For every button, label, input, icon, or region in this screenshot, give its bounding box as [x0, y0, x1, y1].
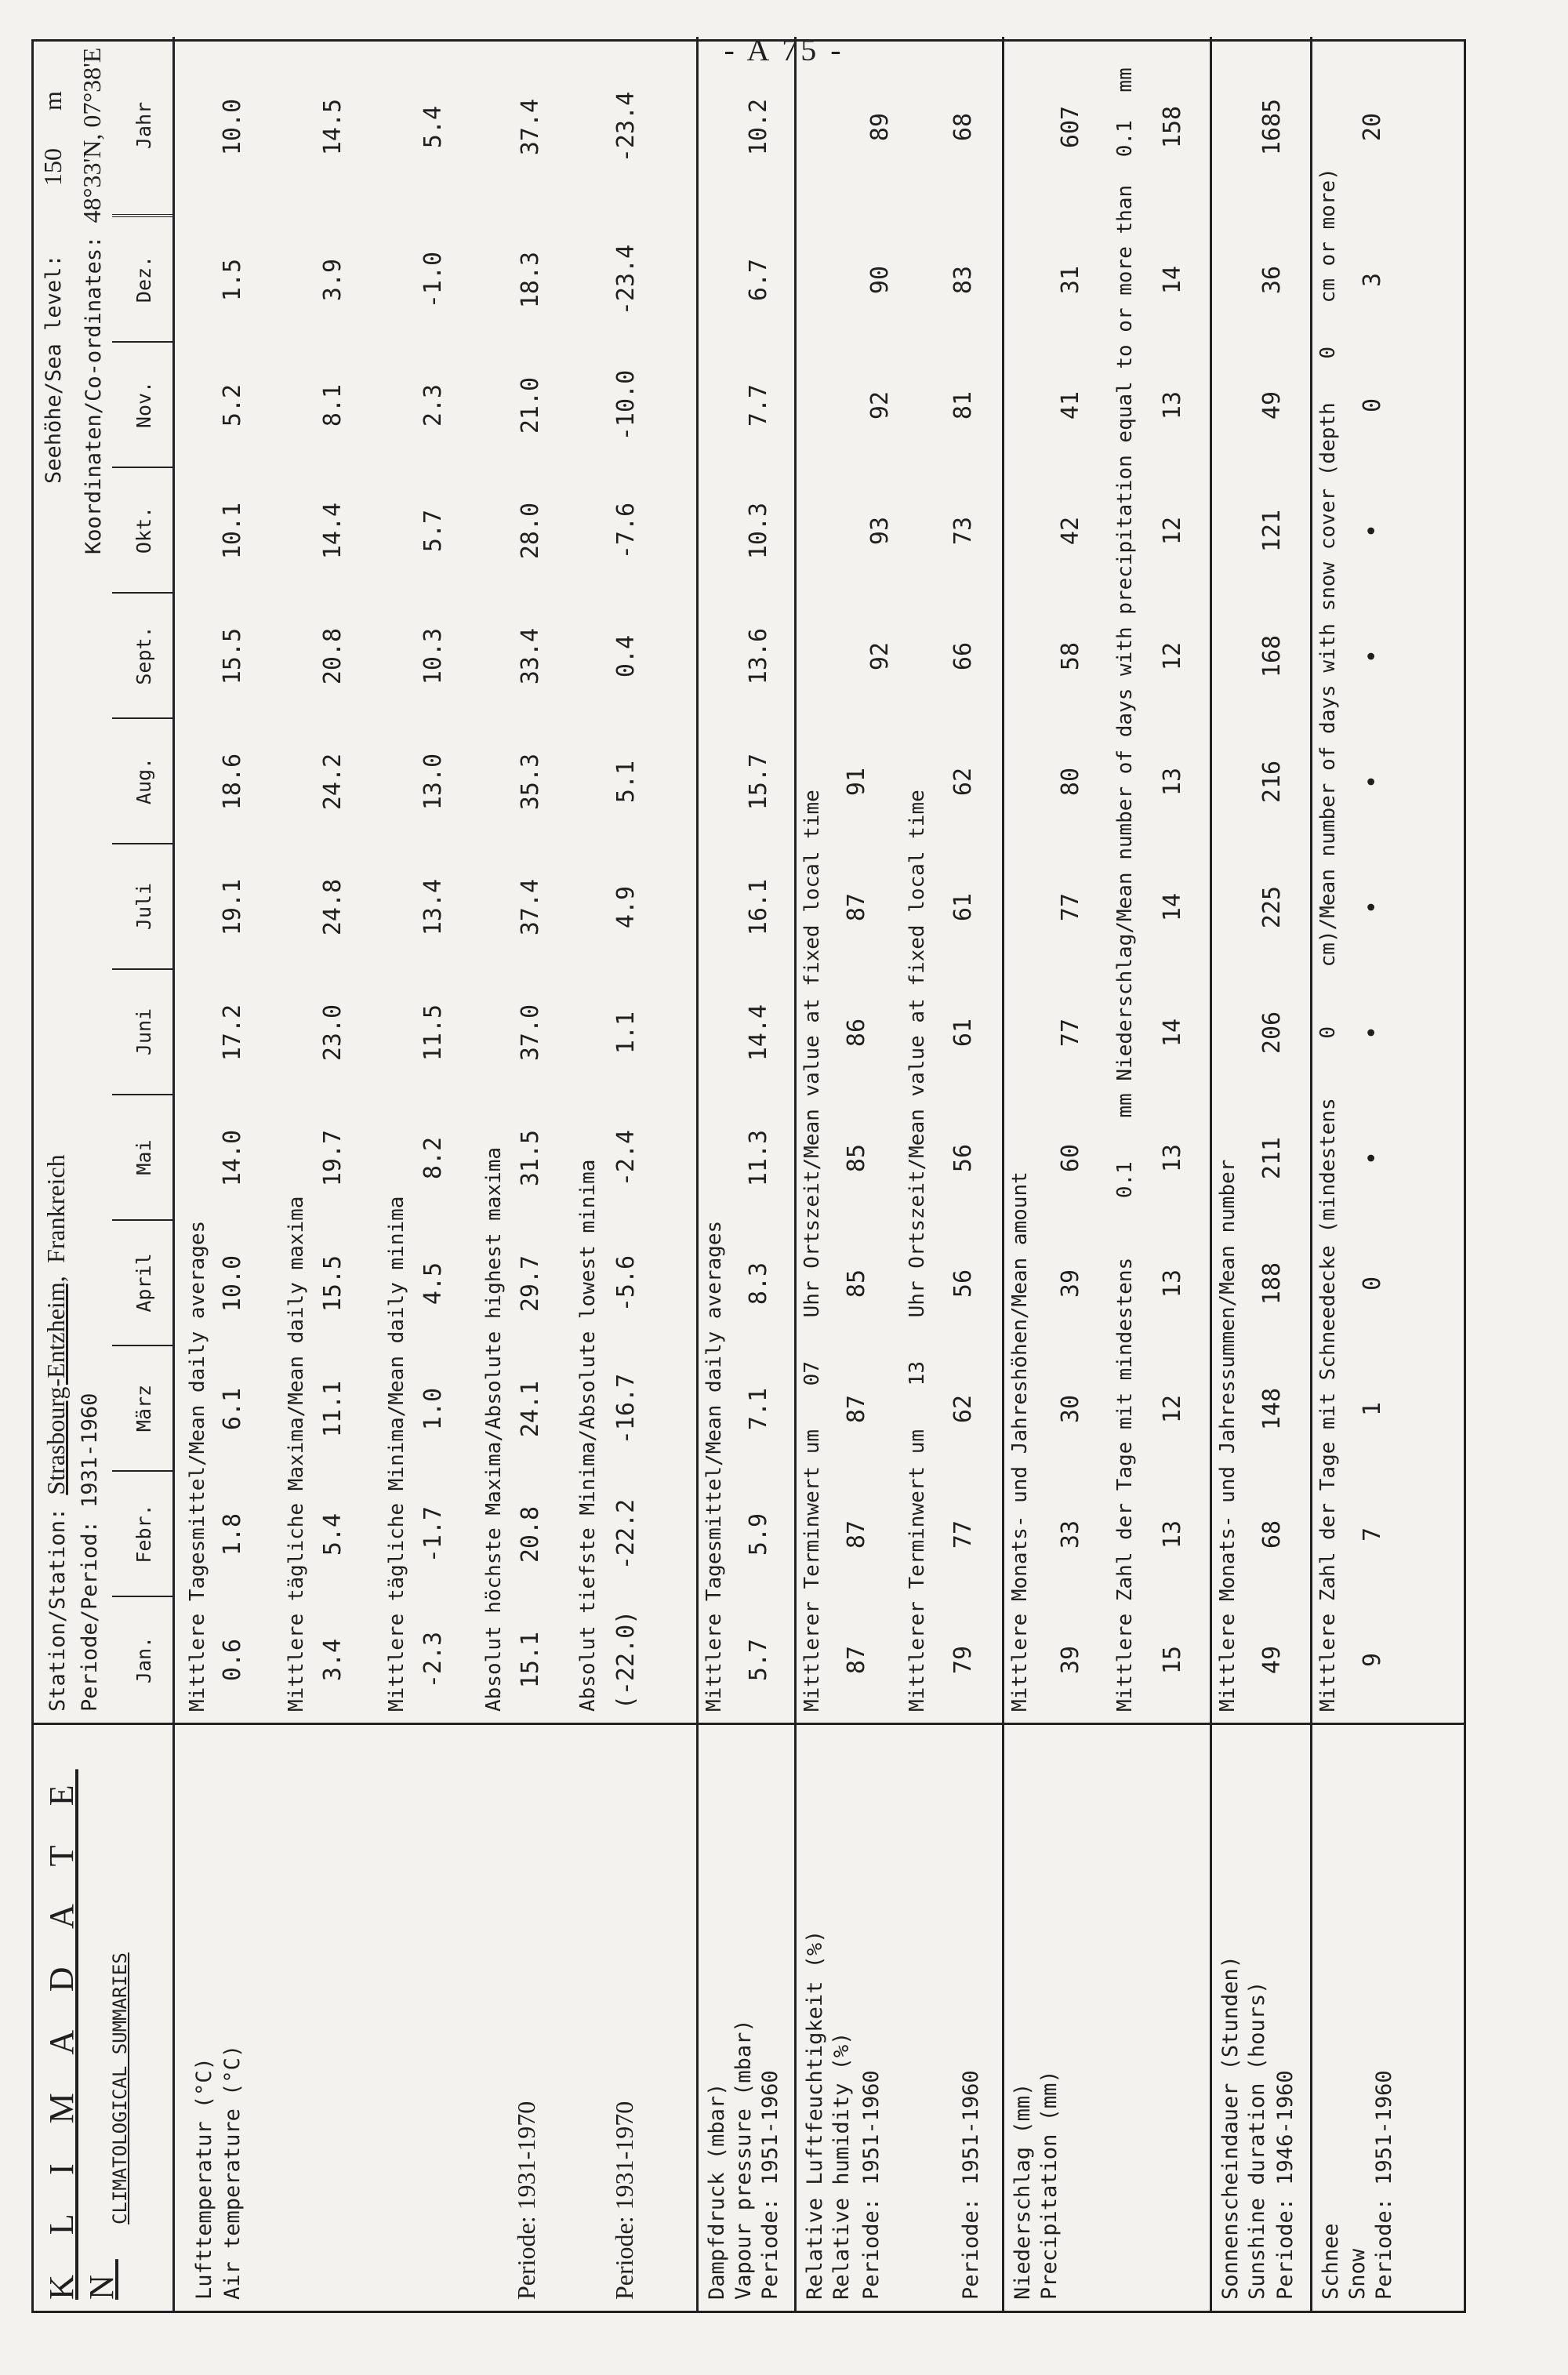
humidity-label-en: Relative humidity (%): [829, 2032, 854, 2300]
precip-label-de: Niederschlag (mm): [1011, 2083, 1035, 2300]
precip-days-cell: 14: [1159, 1018, 1186, 1048]
temp-row-title: Absolut tiefste Minima/Absolute lowest minima: [576, 1159, 600, 1712]
humidity-cell: 62: [949, 1394, 977, 1424]
humidity-row1-title: [800, 790, 824, 1712]
temp-cell: 13.4: [419, 878, 447, 936]
temp-cell: 6.1: [219, 1387, 246, 1431]
temp-cell: 20.8: [319, 627, 347, 685]
snow-cell: 7: [1359, 1527, 1386, 1542]
snow-cell: •: [1359, 1150, 1386, 1166]
temp-cell: 3.9: [319, 258, 347, 302]
vapour-cell: 11.3: [745, 1129, 772, 1187]
precip-days-cell: 14: [1159, 892, 1186, 922]
sun-cell: 206: [1258, 1011, 1286, 1055]
temp-cell: 2.3: [419, 383, 447, 427]
temp-cell: 5.7: [419, 509, 447, 553]
temp-cell: -7.6: [612, 502, 640, 560]
temp-cell: 18.3: [517, 251, 544, 309]
snow-title-zero-2: 0: [1316, 346, 1340, 359]
temp-cell-year: 10.0: [219, 98, 246, 156]
temp-cell: 10.0: [219, 1255, 246, 1313]
humidity-row1-title-b: Uhr Ortszeit/Mean value at fixed local time: [800, 790, 824, 1318]
humidity-row2-hour: 13: [906, 1361, 929, 1386]
snow-cell: 0: [1359, 398, 1386, 413]
temp-cell: -2.3: [419, 1631, 447, 1689]
humidity-row1-title-a: Mittlerer Terminwert um: [800, 1429, 824, 1712]
snow-cell: •: [1359, 523, 1386, 539]
precip-section: [1002, 37, 1210, 1723]
snow-cell: 1: [1359, 1401, 1386, 1417]
precip-days-cell: 12: [1159, 1394, 1186, 1424]
sun-cell: 225: [1258, 885, 1286, 929]
humidity-cell: 61: [949, 1018, 977, 1048]
vapour-cell: 15.7: [745, 753, 772, 811]
humidity-cell: 66: [949, 641, 977, 671]
sun-label-block: [1210, 1725, 1310, 2311]
temp-cell: 5.1: [612, 760, 640, 804]
sun-label-de: Sonnenscheindauer (Stunden): [1218, 1956, 1243, 2300]
snow-cell-year: 20: [1359, 112, 1386, 142]
vapour-cell: 6.7: [745, 258, 772, 302]
sun-cell: 68: [1258, 1520, 1286, 1549]
vapour-cell-year: 10.2: [745, 98, 772, 156]
data-column: [34, 37, 1464, 1723]
humidity-cell: 56: [949, 1143, 977, 1173]
vapour-cell: 7.1: [745, 1387, 772, 1431]
temp-cell: 4.9: [612, 885, 640, 929]
label-column-header: [34, 1725, 175, 2311]
vapour-cell: 5.9: [745, 1513, 772, 1556]
precip-row2-unit-2: mm: [1113, 67, 1137, 93]
temp-cell: 37.0: [517, 1004, 544, 1062]
temp-cell: -22.2: [612, 1498, 640, 1571]
temp-cell: 19.7: [319, 1129, 347, 1187]
humidity-cell: 85: [843, 1269, 870, 1298]
snow-title-zero: 0: [1316, 1026, 1340, 1039]
sun-cell: 211: [1258, 1136, 1286, 1180]
precip-cell: 39: [1057, 1269, 1084, 1298]
snow-label-de: Schnee: [1319, 2223, 1343, 2300]
label-column: [34, 1723, 1464, 2311]
month-header-row: [112, 37, 175, 1723]
sun-cell: 36: [1258, 265, 1286, 295]
month-header-dec: Dez.: [112, 217, 175, 343]
temp-cell: 35.3: [517, 753, 544, 811]
month-header-may: Mai: [112, 1095, 175, 1221]
temp-cell: 19.1: [219, 878, 246, 936]
snow-cell: 0: [1359, 1276, 1386, 1291]
sun-cell: 148: [1258, 1387, 1286, 1431]
humidity-cell: 87: [843, 892, 870, 922]
temp-cell: 8.2: [419, 1136, 447, 1180]
temp-cell-year: 37.4: [517, 98, 544, 156]
precip-cell-year: 607: [1057, 105, 1084, 149]
vapour-cell: 13.6: [745, 627, 772, 685]
temp-cell: 11.5: [419, 1004, 447, 1062]
sun-cell: 188: [1258, 1262, 1286, 1306]
temp-cell: 4.5: [419, 1262, 447, 1306]
sun-cell-year: 1685: [1258, 98, 1286, 156]
temp-period-2: Periode: 1931-1970: [610, 2101, 638, 2300]
vapour-label-en: Vapour pressure (mbar): [731, 2019, 756, 2300]
period-line: [78, 1393, 102, 1712]
sun-cell: 168: [1258, 634, 1286, 678]
precip-days-cell: 14: [1159, 265, 1186, 295]
station-line: [42, 1154, 71, 1712]
humidity-row2-title-a: Mittlerer Terminwert um: [906, 1429, 929, 1712]
period-value: 1931-1960: [78, 1393, 102, 1508]
temp-row-title: Mittlere tägliche Minima/Mean daily minima: [385, 1196, 408, 1712]
station-label: Station/Station:: [45, 1507, 70, 1712]
humidity-cell: 79: [949, 1645, 977, 1675]
humidity-label-block: [794, 1725, 1002, 2311]
sea-level-value-line: [38, 91, 67, 186]
month-header-jul: Juli: [112, 844, 175, 970]
temp-cell: (-22.0): [612, 1610, 640, 1710]
temp-row-title: Mittlere Tagesmittel/Mean daily averages: [186, 1220, 209, 1712]
precip-days-cell-year: 158: [1159, 105, 1186, 149]
snow-cell: •: [1359, 648, 1386, 664]
snow-label-en: Snow: [1345, 2248, 1370, 2300]
temp-cell: 14.0: [219, 1129, 246, 1187]
temp-cell: -1.7: [419, 1505, 447, 1563]
sun-cell: 216: [1258, 760, 1286, 804]
temp-row-title: Mittlere tägliche Maxima/Mean daily maxima: [285, 1196, 308, 1712]
temp-label-de: Lufttemperatur (°C): [192, 2057, 216, 2300]
snow-label-block: [1310, 1725, 1465, 2311]
precip-row2-title-a: Mittlere Zahl der Tage mit mindestens: [1113, 1257, 1137, 1712]
vapour-row-title: Mittlere Tagesmittel/Mean daily averages: [702, 1220, 726, 1712]
humidity-cell: 87: [843, 1394, 870, 1424]
month-header-oct: Okt.: [112, 468, 175, 594]
vapour-cell: 7.7: [745, 383, 772, 427]
temp-row-title: Absolut höchste Maxima/Absolute highest maxima: [482, 1146, 506, 1712]
snow-period: Periode: 1951-1960: [1372, 2070, 1396, 2300]
month-header-apr: April: [112, 1221, 175, 1346]
precip-row2-title-b: Niederschlag/Mean number of days with precipitation equal to or more than: [1113, 184, 1137, 1081]
temp-cell: 1.5: [219, 258, 246, 302]
temp-label-en: Air temperature (°C): [220, 2044, 245, 2300]
temp-cell: 29.7: [517, 1255, 544, 1313]
month-header-sep: Sept.: [112, 594, 175, 719]
humidity-period-1: Periode: 1951-1960: [859, 2070, 884, 2300]
temp-cell: 1.0: [419, 1387, 447, 1431]
temp-cell: -16.7: [612, 1373, 640, 1445]
precip-cell: 39: [1057, 1645, 1084, 1675]
month-header-aug: Aug.: [112, 719, 175, 844]
temp-cell: 23.0: [319, 1004, 347, 1062]
humidity-cell: 87: [843, 1645, 870, 1675]
month-header-jun: Juni: [112, 970, 175, 1095]
humidity-cell: 92: [866, 390, 894, 420]
sun-section: [1210, 37, 1310, 1723]
humidity-row2-title-b: Uhr Ortszeit/Mean value at fixed local time: [906, 790, 929, 1318]
sea-level-label: Seehöhe/Sea level:: [42, 254, 66, 484]
temp-period-1: Periode: 1931-1970: [512, 2101, 540, 2300]
temp-cell: 3.4: [319, 1638, 347, 1682]
humidity-cell: 90: [866, 265, 894, 295]
precip-days-cell: 13: [1159, 1520, 1186, 1549]
humidity-row2-title: [906, 790, 929, 1712]
temp-cell: 37.4: [517, 878, 544, 936]
station-header: [34, 37, 175, 1723]
sun-period: Periode: 1946-1960: [1273, 2070, 1298, 2300]
temp-cell: 15.5: [319, 1255, 347, 1313]
precip-cell: 33: [1057, 1520, 1084, 1549]
month-header-mar: März: [112, 1346, 175, 1472]
month-header-nov: Nov.: [112, 343, 175, 468]
precip-cell: 80: [1057, 767, 1084, 797]
temp-cell: 17.2: [219, 1004, 246, 1062]
temp-cell-year: 14.5: [319, 98, 347, 156]
precip-days-cell: 13: [1159, 1269, 1186, 1298]
temp-cell: 14.4: [319, 502, 347, 560]
snow-row-title: [1316, 168, 1340, 1712]
vapour-cell: 5.7: [745, 1638, 772, 1682]
temp-cell: 13.0: [419, 753, 447, 811]
snow-cell: •: [1359, 774, 1386, 790]
precip-days-cell: 13: [1159, 390, 1186, 420]
temp-cell: -23.4: [612, 244, 640, 316]
sea-level-line: [42, 254, 66, 484]
snow-cell: •: [1359, 1025, 1386, 1040]
snow-cell: 3: [1359, 272, 1386, 288]
precip-days-cell: 12: [1159, 641, 1186, 671]
humidity-period-2: Periode: 1951-1960: [959, 2070, 983, 2300]
vapour-cell: 8.3: [745, 1262, 772, 1306]
vapour-cell: 10.3: [745, 502, 772, 560]
month-header-year: Jahr: [112, 37, 175, 217]
temp-label-block: [175, 1725, 696, 2311]
coords-label: Koordinaten/Co-ordinates:: [82, 235, 106, 554]
snow-cell: 9: [1359, 1652, 1386, 1668]
temp-cell: 1.8: [219, 1513, 246, 1556]
humidity-cell: 85: [843, 1143, 870, 1173]
precip-row2-amount-2: 0.1: [1113, 120, 1137, 158]
humidity-cell-year: 89: [866, 112, 894, 142]
precip-cell: 60: [1057, 1143, 1084, 1173]
humidity-cell-year: 68: [949, 112, 977, 142]
snow-cell: •: [1359, 899, 1386, 915]
humidity-cell: 92: [866, 641, 894, 671]
vapour-label-block: [696, 1725, 794, 2311]
temp-cell: -10.0: [612, 369, 640, 441]
precip-cell: 77: [1057, 1018, 1084, 1048]
temp-cell: 24.1: [517, 1380, 544, 1438]
precip-cell: 41: [1057, 390, 1084, 420]
temp-cell: 15.1: [517, 1631, 544, 1689]
vapour-label-de: Dampfdruck (mbar): [705, 2083, 729, 2300]
temp-cell: 20.8: [517, 1505, 544, 1563]
month-header-feb: Febr.: [112, 1472, 175, 1597]
humidity-cell: 62: [949, 767, 977, 797]
temp-cell: 31.5: [517, 1129, 544, 1187]
temp-cell: 24.2: [319, 753, 347, 811]
humidity-cell: 93: [866, 516, 894, 546]
coords-line: [78, 48, 107, 554]
precip-row1-title: Mittlere Monats- und Jahreshöhen/Mean amount: [1008, 1171, 1032, 1712]
temp-cell: -2.4: [612, 1129, 640, 1187]
temp-cell: 5.2: [219, 383, 246, 427]
precip-cell: 77: [1057, 892, 1084, 922]
sea-level-unit: m: [38, 91, 67, 111]
humidity-cell: 83: [949, 265, 977, 295]
temp-cell: 15.5: [219, 627, 246, 685]
sun-row-title: Mittlere Monats- und Jahressummen/Mean number: [1216, 1159, 1240, 1712]
sun-cell: 121: [1258, 509, 1286, 553]
precip-row2-title: [1113, 67, 1137, 1712]
vapour-period: Periode: 1951-1960: [758, 2070, 782, 2300]
sea-level-value: 150: [38, 148, 67, 186]
page-title: K L I M A D A T E N: [42, 1769, 121, 2300]
snow-section: [1310, 37, 1465, 1723]
precip-cell: 31: [1057, 265, 1084, 295]
precip-label-block: [1002, 1725, 1210, 2311]
temp-cell: 10.3: [419, 627, 447, 685]
snow-title-c: cm or more): [1316, 168, 1340, 303]
temp-cell: 28.0: [517, 502, 544, 560]
humidity-cell: 56: [949, 1269, 977, 1298]
station-name: Strasbourg-Entzheim,: [42, 1276, 70, 1495]
humidity-cell: 86: [843, 1018, 870, 1048]
temp-cell: -1.0: [419, 251, 447, 309]
precip-row2-amount: 0.1: [1113, 1161, 1137, 1199]
precip-days-cell: 15: [1159, 1645, 1186, 1675]
humidity-section: [794, 37, 1002, 1723]
vapour-section: [696, 37, 794, 1723]
precip-cell: 42: [1057, 516, 1084, 546]
humidity-cell: 73: [949, 516, 977, 546]
humidity-row1-hour: 07: [800, 1361, 824, 1386]
humidity-cell: 61: [949, 892, 977, 922]
vapour-cell: 16.1: [745, 878, 772, 936]
snow-title-b: cm)/Mean number of days with snow cover (depth: [1316, 402, 1340, 968]
snow-title-a: Mittlere Zahl der Tage mit Schneedecke (mindestens: [1316, 1098, 1340, 1712]
vapour-cell: 14.4: [745, 1004, 772, 1062]
temp-cell: 10.1: [219, 502, 246, 560]
precip-cell: 30: [1057, 1394, 1084, 1424]
coords-value: 48°33'N, 07°38'E: [78, 47, 106, 223]
temp-cell-year: 5.4: [419, 105, 447, 149]
humidity-cell: 87: [843, 1520, 870, 1549]
temp-cell: 33.4: [517, 627, 544, 685]
page-subtitle: CLIMATOLOGICAL SUMMARIES: [109, 1952, 131, 2224]
temp-cell: 24.8: [319, 878, 347, 936]
precip-days-cell: 13: [1159, 767, 1186, 797]
humidity-label-de: Relative Luftfeuchtigkeit (%): [803, 1930, 827, 2300]
temp-cell: 1.1: [612, 1011, 640, 1055]
station-country: Frankreich: [42, 1154, 70, 1264]
humidity-cell: 77: [949, 1520, 977, 1549]
precip-cell: 58: [1057, 641, 1084, 671]
temp-cell: 8.1: [319, 383, 347, 427]
climate-table: [31, 39, 1466, 2313]
temp-cell: 0.6: [219, 1638, 246, 1682]
period-label: Periode/Period:: [78, 1520, 102, 1712]
precip-days-cell: 13: [1159, 1143, 1186, 1173]
month-header-jan: Jan.: [132, 1636, 155, 1684]
precip-row2-unit: mm: [1113, 1093, 1137, 1118]
humidity-cell: 91: [843, 767, 870, 797]
precip-label-en: Precipitation (mm): [1037, 2070, 1062, 2300]
temp-cell: 5.4: [319, 1513, 347, 1556]
sun-cell: 49: [1258, 1645, 1286, 1675]
precip-days-cell: 12: [1159, 516, 1186, 546]
temp-section: [175, 37, 696, 1723]
temp-cell: 18.6: [219, 753, 246, 811]
sun-cell: 49: [1258, 390, 1286, 420]
temp-cell: -5.6: [612, 1255, 640, 1313]
temp-cell: 11.1: [319, 1380, 347, 1438]
temp-cell-year: -23.4: [612, 91, 640, 163]
temp-cell: 21.0: [517, 376, 544, 434]
temp-cell: 0.4: [612, 634, 640, 678]
sun-label-en: Sunshine duration (hours): [1245, 1981, 1269, 2300]
page-number: - A 75 -: [724, 32, 844, 67]
humidity-cell: 81: [949, 390, 977, 420]
